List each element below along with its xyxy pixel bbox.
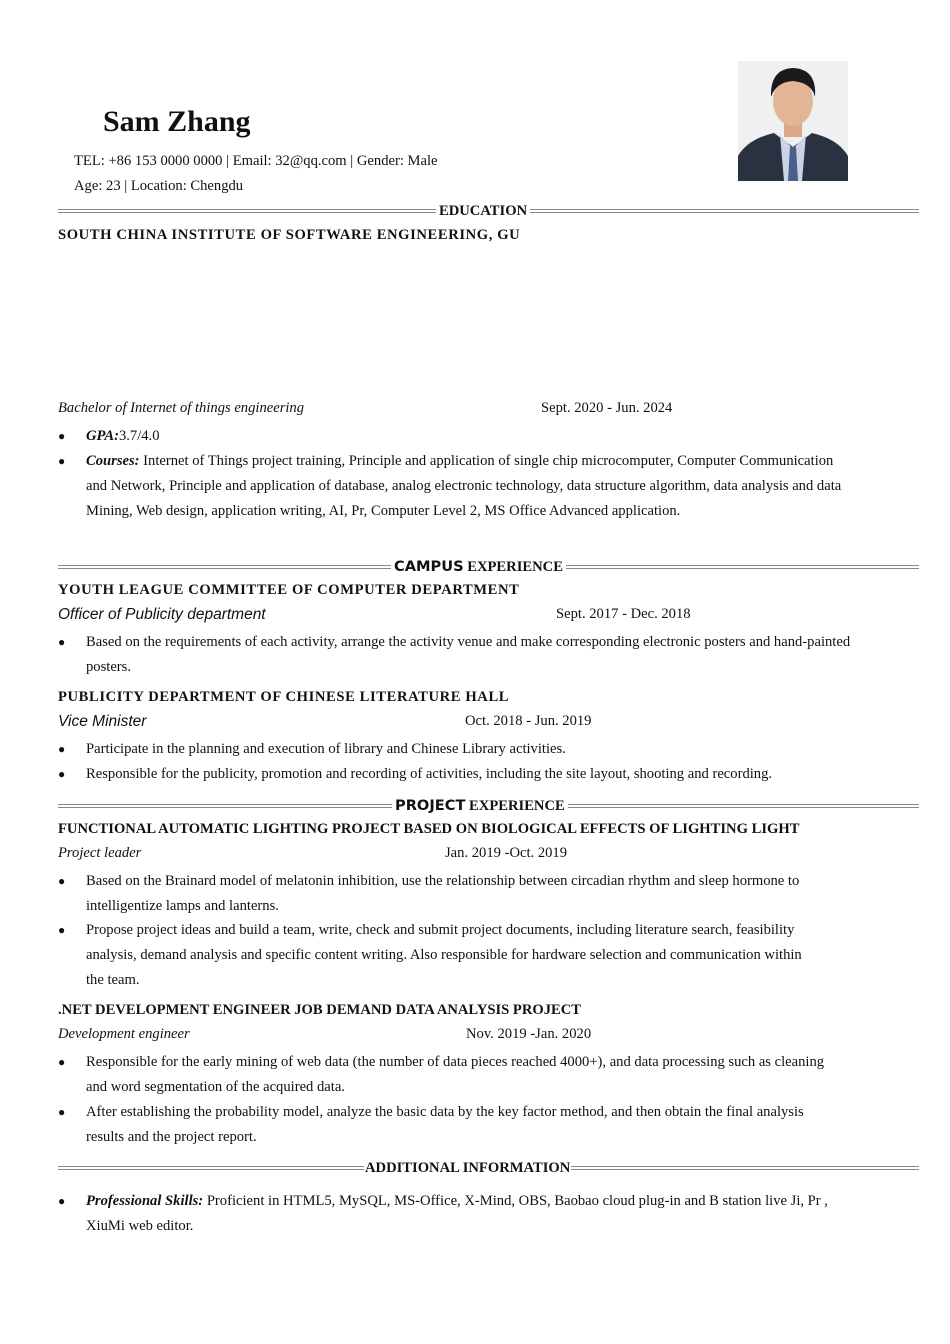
bullet-icon: ● <box>58 635 66 649</box>
role-dates: Sept. 2017 - Dec. 2018 <box>556 606 691 622</box>
list-item <box>58 737 848 762</box>
bullet-text: After establishing the probability model, analyze the basic data by the key factor method, and then obtain the final analysis results and the project report. <box>86 1104 804 1145</box>
section-header-additional <box>58 1162 919 1176</box>
list-item <box>58 1100 848 1150</box>
section-title: ADDITIONAL INFORMATION <box>365 1160 571 1176</box>
role-title: Officer of Publicity department <box>58 606 266 623</box>
bullet-text: Responsible for the publicity, promotion and recording of activities, including the site layout, shooting and recording. <box>86 766 773 782</box>
gpa-value: 3.7/4.0 <box>118 428 160 444</box>
courses-label: Courses: <box>86 453 140 469</box>
bullet-icon: ● <box>58 742 66 756</box>
bullet-text: Based on the requirements of each activity, arrange the activity venue and make corresponding electronic posters and hand-painted posters. <box>86 634 851 675</box>
school-name: SOUTH CHINA INSTITUTE OF SOFTWARE ENGINEERING, GU <box>58 227 521 243</box>
bullet-text: Responsible for the early mining of web data (the number of data pieces reached 4000+), and data processing such as cleaning and word segmentation of the acquired data. <box>86 1054 825 1095</box>
project-title: FUNCTIONAL AUTOMATIC LIGHTING PROJECT BASED ON BIOLOGICAL EFFECTS OF LIGHTING LIGHT <box>58 821 800 837</box>
list-item <box>58 1189 848 1239</box>
gpa-label: GPA: <box>86 428 119 444</box>
list-item <box>58 762 848 787</box>
section-title: CAMPUS EXPERIENCE <box>391 557 566 577</box>
project-title: .NET DEVELOPMENT ENGINEER JOB DEMAND DATA ANALYSIS PROJECT <box>58 1002 582 1018</box>
bullet-text: Propose project ideas and build a team, write, check and submit project documents, including literature search, feasibility analysis, demand analysis and specific content writing. Also responsible for hardware selection and communication within the team. <box>86 922 802 988</box>
education-dates: Sept. 2020 - Jun. 2024 <box>541 400 673 416</box>
organization-name: PUBLICITY DEPARTMENT OF CHINESE LITERATURE HALL <box>58 689 510 705</box>
courses-text: Internet of Things project training, Principle and application of single chip microcomputer, Computer Communication and Network, Principle and application of database, analog electronic technology, data structure algorithm, data analysis and data Mining, Web design, application writing, AI, Pr, Computer Level 2, MS Office Advanced application. <box>86 453 842 519</box>
profile-photo <box>738 61 848 181</box>
role-dates: Jan. 2019 -Oct. 2019 <box>445 845 568 861</box>
skills-text: Proficient in HTML5, MySQL, MS-Office, X-Mind, OBS, Baobao cloud plug-in and B station live Ji, Pr , XiuMi web editor. <box>86 1193 828 1234</box>
organization-name: YOUTH LEAGUE COMMITTEE OF COMPUTER DEPARTMENT <box>58 582 520 598</box>
role-title: Vice Minister <box>58 713 147 730</box>
bullet-icon: ● <box>58 874 66 888</box>
bullet-icon: ● <box>58 429 66 443</box>
list-item <box>58 449 848 549</box>
contact-line-2: Age: 23 | Location: Chengdu <box>74 178 244 194</box>
section-title: EDUCATION <box>436 201 530 221</box>
bullet-icon: ● <box>58 923 66 937</box>
bullet-icon: ● <box>58 454 66 468</box>
list-item <box>58 918 848 993</box>
role-dates: Nov. 2019 -Jan. 2020 <box>466 1026 592 1042</box>
candidate-name: Sam Zhang <box>103 105 251 138</box>
role-title: Development engineer <box>58 1026 190 1042</box>
bullet-text: Participate in the planning and execution of library and Chinese Library activities. <box>86 741 566 757</box>
section-title: PROJECT EXPERIENCE <box>392 796 568 816</box>
section-header-education <box>58 205 919 219</box>
list-item <box>58 869 848 919</box>
role-dates: Oct. 2018 - Jun. 2019 <box>465 713 592 729</box>
bullet-icon: ● <box>58 1055 66 1069</box>
list-item <box>58 1050 848 1100</box>
bullet-icon: ● <box>58 1105 66 1119</box>
list-item <box>58 424 848 449</box>
degree: Bachelor of Internet of things engineering <box>58 400 305 416</box>
skills-label: Professional Skills: <box>86 1193 204 1209</box>
bullet-icon: ● <box>58 1194 66 1208</box>
bullet-text: Based on the Brainard model of melatonin inhibition, use the relationship between circadian rhythm and sleep hormone to intelligentize lamps and lanterns. <box>86 873 800 914</box>
bullet-icon: ● <box>58 767 66 781</box>
contact-line-1: TEL: +86 153 0000 0000 | Email: 32@qq.com | Gender: Male <box>74 153 438 169</box>
section-header-campus <box>58 558 919 575</box>
list-item <box>58 630 851 680</box>
role-title: Project leader <box>58 845 142 861</box>
section-header-project <box>58 797 919 814</box>
